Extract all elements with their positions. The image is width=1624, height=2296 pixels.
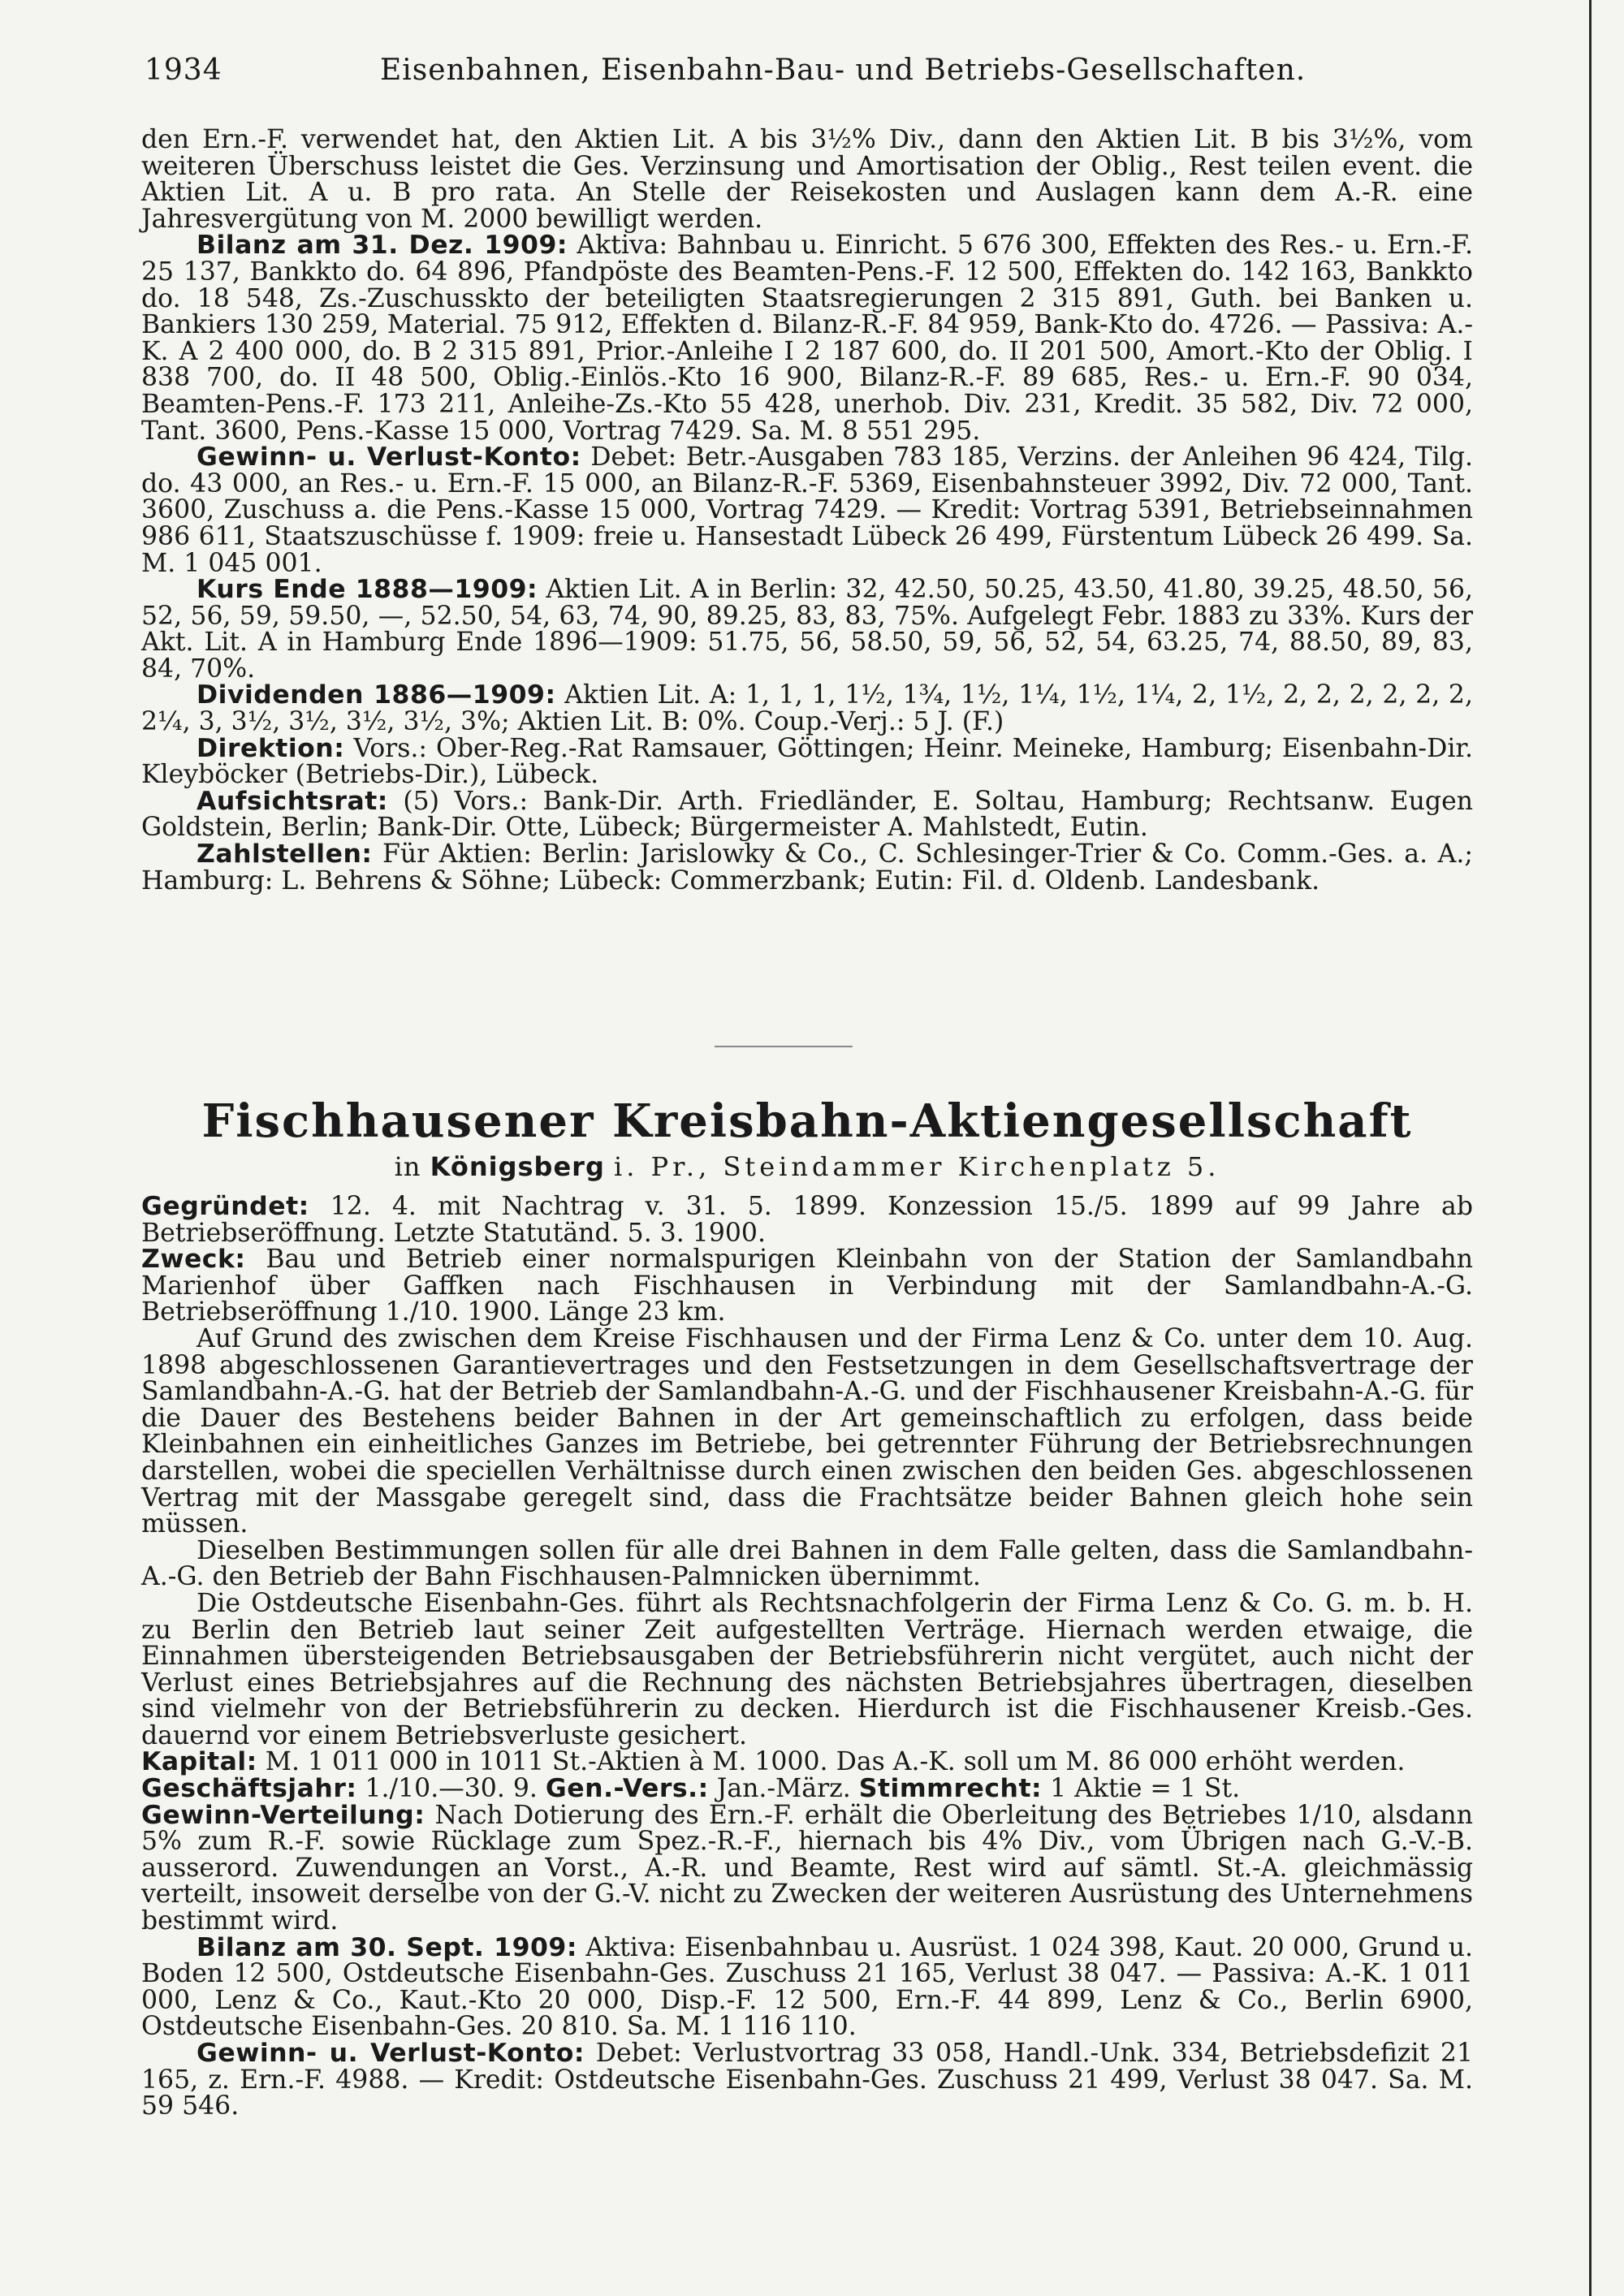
page-edge-line bbox=[1589, 0, 1592, 2296]
bilanz-heading: Bilanz am 31. Dez. 1909: bbox=[197, 231, 568, 261]
guv-heading: Gewinn- u. Verlust-Konto: bbox=[197, 442, 581, 473]
dividenden-paragraph bbox=[141, 682, 1473, 735]
address-in: in bbox=[394, 1151, 421, 1182]
direktion-text: Vors.: Ober-Reg.-Rat Ramsauer, Göttingen; Heinr. Meineke, Hamburg; Eisenbahn-Dir. Kleyböcker (Betriebs-Dir.), Lübeck. bbox=[141, 733, 1474, 790]
address-street: i. Pr., Steindammer Kirchenplatz 5. bbox=[614, 1151, 1220, 1182]
page-number: 1934 bbox=[145, 54, 222, 87]
gewinnverteilung-text: Nach Dotierung des Ern.-F. erhält die Oberleitung des Betriebes 1/10, alsdann 5% zum R.-F. sowie Rücklage zum Spez.-R.-F., hiernach bis 4% Div., vom Übrigen nach G.-V.-B. ausserord. Zuwendungen an Vorst., A.-R. und Beamte, Rest wird auf sämtl. St.-A. gleichmässig verteilt, insoweit derselbe von der G.-V. nicht zu Zwecken der weiteren Ausrüstung des Unternehmens bestimmt wird. bbox=[141, 1800, 1473, 1936]
kurs-paragraph bbox=[141, 576, 1473, 682]
aufsichtsrat-paragraph bbox=[141, 788, 1473, 841]
intro-paragraph: den Ern.-F. verwendet hat, den Aktien Lit. A bis 3½% Div., dann den Aktien Lit. B bis 3½%, vom weiteren Überschuss leistet die Ges. Verzinsung und Amortisation der Oblig., Rest teilen event. die Aktien Lit. A u. B pro rata. An Stelle der Reisekosten und Auslagen kann dem A.-R. eine Jahresvergütung von M. 2000 bewilligt werden. bbox=[141, 125, 1473, 234]
gegruendet-text: 12. 4. mit Nachtrag v. 31. 5. 1899. Konzession 15./5. 1899 auf 99 Jahre ab Betriebseröffnung. Letzte Statutänd. 5. 3. 1900. bbox=[141, 1192, 1473, 1248]
geschaeftsjahr-paragraph bbox=[141, 1776, 1473, 1802]
direktion-paragraph bbox=[141, 733, 1474, 790]
company-guv-text: Debet: Verlustvortrag 33 058, Handl.-Unk. 334, Betriebsdefizit 21 165, z. Ern.-F. 4988. — Kredit: Ostdeutsche Eisenbahn-Ges. Zuschuss 21 499, Verlust 38 047. Sa. M. 59 546. bbox=[141, 2039, 1473, 2121]
zahlstellen-heading: Zahlstellen: bbox=[197, 839, 373, 870]
geschaeftsjahr-text: 1./10.—30. 9. bbox=[365, 1774, 538, 1804]
geschaeftsjahr-heading: Geschäftsjahr: bbox=[141, 1774, 357, 1804]
address-city: Königsberg bbox=[430, 1151, 605, 1182]
gegruendet-paragraph bbox=[141, 1193, 1473, 1246]
gewinnverteilung-paragraph bbox=[141, 1802, 1473, 1935]
company-address bbox=[141, 1151, 1473, 1182]
stimmrecht-text: 1 Aktie = 1 St. bbox=[1050, 1774, 1241, 1804]
body-paragraph-2: Dieselben Bestimmungen sollen für alle drei Bahnen in dem Falle gelten, dass die Samlandbahn-A.-G. den Betrieb der Bahn Fischhausen-Palmnicken übernimmt. bbox=[141, 1535, 1473, 1592]
zweck-text: Bau und Betrieb einer normalspurigen Kleinbahn von der Station der Samlandbahn Marienhof über Gaffken nach Fischhausen in Verbindung mit der Samlandbahn-A.-G. Betriebseröffnung 1./10. 1900. Länge 23 km. bbox=[141, 1245, 1473, 1327]
kurs-text: Aktien Lit. A in Berlin: 32, 42.50, 50.25, 43.50, 41.80, 39.25, 48.50, 56, 52, 56, 59, 59.50, —, 52.50, 54, 63, 74, 90, 89.25, 83, 83, 75%. Aufgelegt Febr. 1883 zu 33%. Kurs der Akt. Lit. A in Hamburg Ende 1896—1909: 51.75, 56, 58.50, 59, 56, 52, 54, 63.25, 74, 88.50, 89, 83, 84, 70%. bbox=[141, 575, 1474, 684]
guv-text: Debet: Betr.-Ausgaben 783 185, Verzins. der Anleihen 96 424, Tilg. do. 43 000, an Res.- u. Ern.-F. 15 000, an Bilanz-R.-F. 5369, Eisenbahnsteuer 3992, Div. 72 000, Tant. 3600, Zuschuss a. die Pens.-Kasse 15 000, Vortrag 7429. — Kredit: Vortrag 5391, Betriebseinnahmen 986 611, Staatszuschüsse f. 1909: freie u. Hansestadt Lübeck 26 499, Fürstentum Lübeck 26 499. Sa. M. 1 045 001. bbox=[141, 442, 1474, 578]
dividenden-text: Aktien Lit. A: 1, 1, 1, 1½, 1¾, 1½, 1¼, 1½, 1¼, 2, 1½, 2, 2, 2, 2, 2, 2, 2¼, 3, 3½, 3½, 3½, 3½, 3%; Aktien Lit. B: 0%. Coup.-Verj.: 5 J. (F.) bbox=[141, 680, 1473, 737]
company-guv-heading: Gewinn- u. Verlust-Konto: bbox=[197, 2039, 585, 2068]
genvers-text: Jan.-März. bbox=[716, 1774, 851, 1804]
bilanz-paragraph bbox=[141, 232, 1473, 444]
genvers-heading: Gen.-Vers.: bbox=[545, 1774, 709, 1804]
gegruendet-heading: Gegründet: bbox=[141, 1192, 309, 1221]
guv-paragraph bbox=[141, 444, 1473, 576]
aufsichtsrat-text: (5) Vors.: Bank-Dir. Arth. Friedländer, E. Soltau, Hamburg; Rechtsanw. Eugen Goldstein, Berlin; Bank-Dir. Otte, Lübeck; Bürgermeister A. Mahlstedt, Eutin. bbox=[141, 786, 1474, 843]
company-bilanz-heading: Bilanz am 30. Sept. 1909: bbox=[197, 1932, 577, 1962]
body-paragraph-1: Auf Grund des zwischen dem Kreise Fischhausen und der Firma Lenz & Co. unter dem 10. Aug. 1898 abgeschlossenen Garantievertrages und den Festsetzungen in dem Gesellschaftsvertrage der Samlandbahn-A.-G. hat der Betrieb der Samlandbahn-A.-G. und der Fischhausener Kreisbahn-A.-G. für die Dauer des Bestehens beider Bahnen in der Art gemeinschaftlich zu erfolgen, dass beide Kleinbahnen ein einheitliches Ganzes im Betriebe, bei getrennter Führung der Betriebsrechnungen darstellen, wobei die speciellen Verhältnisse durch einen zwischen den beiden Ges. abgeschlossenen Vertrag mit der Massgabe geregelt sind, dass die Frachtsätze beider Bahnen gleich hohe sein müssen. bbox=[141, 1323, 1473, 1539]
bilanz-text: Aktiva: Bahnbau u. Einricht. 5 676 300, Effekten des Res.- u. Ern.-F. 25 137, Bankkto do. 64 896, Pfandpöste des Beamten-Pens.-F. 12 500, Effekten do. 142 163, Bankkto do. 18 548, Zs.-Zuschusskto der beteiligten Staatsregierungen 2 315 891, Guth. bei Banken u. Bankiers 130 259, Material. 75 912, Effekten d. Bilanz-R.-F. 84 959, Bank-Kto do. 4726. — Passiva: A.-K. A 2 400 000, do. B 2 315 891, Prior.-Anleihe I 2 187 600, do. II 201 500, Amort.-Kto der Oblig. I 838 700, do. II 48 500, Oblig.-Einlös.-Kto 16 900, Bilanz-R.-F. 89 685, Res.- u. Ern.-F. 90 034, Beamten-Pens.-F. 173 211, Anleihe-Zs.-Kto 55 428, unerhob. Div. 231, Kredit. 35 582, Div. 72 000, Tant. 3600, Pens.-Kasse 15 000, Vortrag 7429. Sa. M. 8 551 295. bbox=[141, 231, 1474, 446]
stimmrecht-heading: Stimmrecht: bbox=[858, 1774, 1043, 1804]
company-guv-paragraph bbox=[141, 2040, 1473, 2120]
company-entry bbox=[141, 1193, 1473, 2120]
company-bilanz-paragraph bbox=[141, 1932, 1474, 2042]
zahlstellen-text: Für Aktien: Berlin: Jarislowky & Co., C. Schlesinger-Trier & Co. Comm.-Ges. a. A.; Hamburg: L. Behrens & Söhne; Lübeck: Commerzbank; Eutin: Fil. d. Oldenb. Landesbank. bbox=[141, 839, 1473, 896]
dividenden-heading: Dividenden 1886—1909: bbox=[197, 680, 556, 710]
previous-entry bbox=[141, 127, 1473, 894]
running-title: Eisenbahnen, Eisenbahn-Bau- und Betriebs-Gesellschaften. bbox=[380, 54, 1307, 87]
company-title: Fischhausener Kreisbahn-Aktiengesellschaft bbox=[201, 1094, 1413, 1148]
company-bilanz-text: Aktiva: Eisenbahnbau u. Ausrüst. 1 024 398, Kaut. 20 000, Grund u. Boden 12 500, Ostdeutsche Eisenbahn-Ges. Zuschuss 21 165, Verlust 38 047. — Passiva: A.-K. 1 011 000, Lenz & Co., Kaut.-Kto 20 000, Disp.-F. 12 500, Ern.-F. 44 899, Lenz & Co., Berlin 6900, Ostdeutsche Eisenbahn-Ges. 20 810. Sa. M. 1 116 110. bbox=[141, 1932, 1474, 2042]
kurs-heading: Kurs Ende 1888—1909: bbox=[197, 575, 538, 605]
kapital-paragraph bbox=[141, 1749, 1473, 1776]
kapital-text: M. 1 011 000 in 1011 St.-Aktien à M. 1000. Das A.-K. soll um M. 86 000 erhöht werden. bbox=[265, 1747, 1406, 1777]
zahlstellen-paragraph bbox=[141, 841, 1473, 894]
aufsichtsrat-heading: Aufsichtsrat: bbox=[197, 786, 388, 816]
gewinnverteilung-heading: Gewinn-Verteilung: bbox=[141, 1800, 425, 1830]
direktion-heading: Direktion: bbox=[197, 733, 345, 763]
section-divider bbox=[715, 1046, 853, 1047]
body-paragraph-3: Die Ostdeutsche Eisenbahn-Ges. führt als Rechtsnachfolgerin der Firma Lenz & Co. G. m. b. H. zu Berlin den Betrieb laut seiner Zeit aufgestellten Verträge. Hiernach werden etwaige, die Einnahmen übersteigenden Betriebsausgaben der Betriebsführerin nicht vergütet, auch nicht der Verlust eines Betriebsjahres auf die Rechnung des nächsten Betriebsjahres übertragen, dieselben sind vielmehr von der Betriebsführerin zu decken. Hierdurch ist die Fischhausener Kreisb.-Ges. dauernd vor einem Betriebsverluste gesichert. bbox=[141, 1588, 1473, 1750]
zweck-paragraph bbox=[141, 1246, 1473, 1326]
zweck-heading: Zweck: bbox=[141, 1245, 246, 1275]
kapital-heading: Kapital: bbox=[141, 1747, 257, 1777]
